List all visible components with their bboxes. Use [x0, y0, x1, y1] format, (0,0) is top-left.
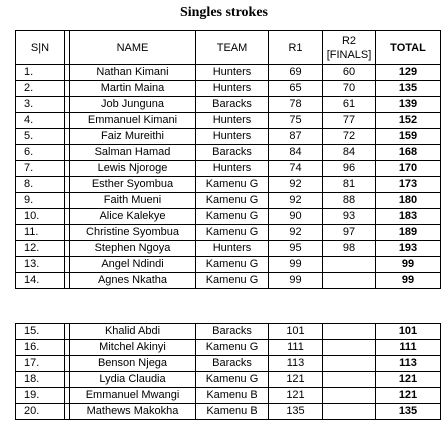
- cell-name: Mathews Makokha: [70, 404, 196, 420]
- cell-team: Hunters: [196, 241, 269, 257]
- cell-sn: 20.: [16, 404, 65, 420]
- header-r2-label: R2: [341, 34, 357, 47]
- cell-team: Kamenu B: [196, 404, 269, 420]
- cell-sn: 15.: [16, 324, 65, 340]
- cell-r1: 121: [269, 372, 323, 388]
- cell-r1: 78: [269, 97, 323, 113]
- table-row: [16, 81, 441, 97]
- cell-name: Job Junguna: [70, 97, 196, 113]
- table-row: [16, 404, 441, 420]
- cell-total: 159: [376, 129, 441, 145]
- cell-r1: 113: [269, 356, 323, 372]
- cell-total: 135: [376, 81, 441, 97]
- cell-team: Kamenu G: [196, 193, 269, 209]
- cell-name: Emmanuel Mwangi: [70, 388, 196, 404]
- cell-r2: 72: [323, 129, 376, 145]
- cell-name: Stephen Ngoya: [70, 241, 196, 257]
- cell-sn: 1.: [16, 65, 65, 81]
- table-row: [16, 372, 441, 388]
- cell-total: 170: [376, 161, 441, 177]
- table-row: [16, 356, 441, 372]
- cell-name: Angel Ndindi: [70, 257, 196, 273]
- cell-name: Lydia Claudia: [70, 372, 196, 388]
- cell-total: 101: [376, 324, 441, 340]
- cell-total: 129: [376, 65, 441, 81]
- table-row: [16, 113, 441, 129]
- cell-total: 168: [376, 145, 441, 161]
- cell-team: Baracks: [196, 145, 269, 161]
- cell-team: Baracks: [196, 356, 269, 372]
- cell-team: Kamenu G: [196, 209, 269, 225]
- header-total: TOTAL: [376, 31, 441, 65]
- cell-r1: 69: [269, 65, 323, 81]
- cell-team: Hunters: [196, 129, 269, 145]
- table-row: [16, 388, 441, 404]
- cell-r2: [323, 324, 376, 340]
- cell-r2: 88: [323, 193, 376, 209]
- cell-name: Martin Maina: [70, 81, 196, 97]
- cell-name: Esther Syombua: [70, 177, 196, 193]
- cell-total: 135: [376, 404, 441, 420]
- cell-total: 152: [376, 113, 441, 129]
- cell-r1: 65: [269, 81, 323, 97]
- cell-team: Hunters: [196, 161, 269, 177]
- cell-r2: [323, 273, 376, 289]
- cell-team: Kamenu G: [196, 372, 269, 388]
- cell-team: Baracks: [196, 97, 269, 113]
- cell-r1: 99: [269, 257, 323, 273]
- cell-total: 139: [376, 97, 441, 113]
- table-row: [16, 129, 441, 145]
- cell-team: Hunters: [196, 81, 269, 97]
- cell-sn: 5.: [16, 129, 65, 145]
- cell-sn: 6.: [16, 145, 65, 161]
- cell-r1: 92: [269, 193, 323, 209]
- cell-name: Mitchel Akinyi: [70, 340, 196, 356]
- page-title: Singles strokes: [179, 5, 269, 20]
- cell-total: 180: [376, 193, 441, 209]
- cell-team: Hunters: [196, 113, 269, 129]
- cell-sn: 9.: [16, 193, 65, 209]
- results-table-continued: [15, 323, 441, 420]
- header-sn: S|N: [16, 31, 65, 65]
- cell-name: Emmanuel Kimani: [70, 113, 196, 129]
- cell-r1: 99: [269, 273, 323, 289]
- cell-r1: 95: [269, 241, 323, 257]
- cell-team: Hunters: [196, 65, 269, 81]
- cell-r2: 97: [323, 225, 376, 241]
- table-row: [16, 145, 441, 161]
- header-team: TEAM: [196, 31, 269, 65]
- cell-name: Khalid Abdi: [70, 324, 196, 340]
- cell-total: 193: [376, 241, 441, 257]
- cell-total: 121: [376, 388, 441, 404]
- cell-name: Faith Mueni: [70, 193, 196, 209]
- cell-sn: 4.: [16, 113, 65, 129]
- header-r2-sub: [FINALS]: [326, 48, 372, 61]
- table-row: [16, 257, 441, 273]
- cell-r2: 60: [323, 65, 376, 81]
- table-row: [16, 225, 441, 241]
- cell-name: Benson Njega: [70, 356, 196, 372]
- cell-name: Salman Hamad: [70, 145, 196, 161]
- cell-team: Kamenu G: [196, 257, 269, 273]
- cell-r2: 93: [323, 209, 376, 225]
- results-table: [15, 30, 441, 289]
- cell-name: Lewis Njoroge: [70, 161, 196, 177]
- cell-team: Kamenu G: [196, 273, 269, 289]
- cell-r1: 135: [269, 404, 323, 420]
- table-row: [16, 193, 441, 209]
- cell-r2: 98: [323, 241, 376, 257]
- cell-total: 173: [376, 177, 441, 193]
- cell-name: Alice Kalekye: [70, 209, 196, 225]
- cell-r2: 77: [323, 113, 376, 129]
- cell-team: Kamenu B: [196, 388, 269, 404]
- cell-team: Kamenu G: [196, 177, 269, 193]
- cell-total: 111: [376, 340, 441, 356]
- table-row: [16, 65, 441, 81]
- cell-sn: 14.: [16, 273, 65, 289]
- cell-sn: 12.: [16, 241, 65, 257]
- cell-total: 183: [376, 209, 441, 225]
- table-row: [16, 177, 441, 193]
- cell-sn: 13.: [16, 257, 65, 273]
- cell-r2: [323, 340, 376, 356]
- table-header-row: [16, 31, 441, 65]
- cell-r2: [323, 356, 376, 372]
- cell-sn: 17.: [16, 356, 65, 372]
- table-row: [16, 241, 441, 257]
- table-row: [16, 324, 441, 340]
- cell-r1: 84: [269, 145, 323, 161]
- cell-sn: 19.: [16, 388, 65, 404]
- cell-sn: 18.: [16, 372, 65, 388]
- cell-team: Kamenu G: [196, 225, 269, 241]
- cell-r2: [323, 388, 376, 404]
- cell-r1: 90: [269, 209, 323, 225]
- cell-total: 113: [376, 356, 441, 372]
- cell-team: Kamenu G: [196, 340, 269, 356]
- cell-r2: [323, 404, 376, 420]
- cell-sn: 2.: [16, 81, 65, 97]
- cell-r2: [323, 257, 376, 273]
- cell-r1: 92: [269, 225, 323, 241]
- cell-r1: 111: [269, 340, 323, 356]
- cell-sn: 10.: [16, 209, 65, 225]
- cell-sn: 11.: [16, 225, 65, 241]
- cell-r1: 75: [269, 113, 323, 129]
- table-row: [16, 209, 441, 225]
- cell-r1: 101: [269, 324, 323, 340]
- cell-sn: 7.: [16, 161, 65, 177]
- cell-total: 99: [376, 273, 441, 289]
- cell-r1: 121: [269, 388, 323, 404]
- cell-total: 189: [376, 225, 441, 241]
- cell-r1: 74: [269, 161, 323, 177]
- header-name: NAME: [70, 31, 196, 65]
- cell-team: Baracks: [196, 324, 269, 340]
- header-r2: [323, 31, 376, 65]
- cell-name: Nathan Kimani: [70, 65, 196, 81]
- table-row: [16, 273, 441, 289]
- cell-r1: 87: [269, 129, 323, 145]
- cell-r2: 96: [323, 161, 376, 177]
- cell-r2: 70: [323, 81, 376, 97]
- header-r1: R1: [269, 31, 323, 65]
- cell-total: 121: [376, 372, 441, 388]
- table-row: [16, 161, 441, 177]
- cell-sn: 8.: [16, 177, 65, 193]
- table-row: [16, 97, 441, 113]
- table-row: [16, 340, 441, 356]
- cell-r2: 81: [323, 177, 376, 193]
- cell-name: Christine Syombua: [70, 225, 196, 241]
- cell-sn: 16.: [16, 340, 65, 356]
- cell-r2: 61: [323, 97, 376, 113]
- cell-name: Faiz Mureithi: [70, 129, 196, 145]
- cell-r2: 84: [323, 145, 376, 161]
- cell-r1: 92: [269, 177, 323, 193]
- cell-r2: [323, 372, 376, 388]
- cell-total: 99: [376, 257, 441, 273]
- cell-name: Agnes Nkatha: [70, 273, 196, 289]
- cell-sn: 3.: [16, 97, 65, 113]
